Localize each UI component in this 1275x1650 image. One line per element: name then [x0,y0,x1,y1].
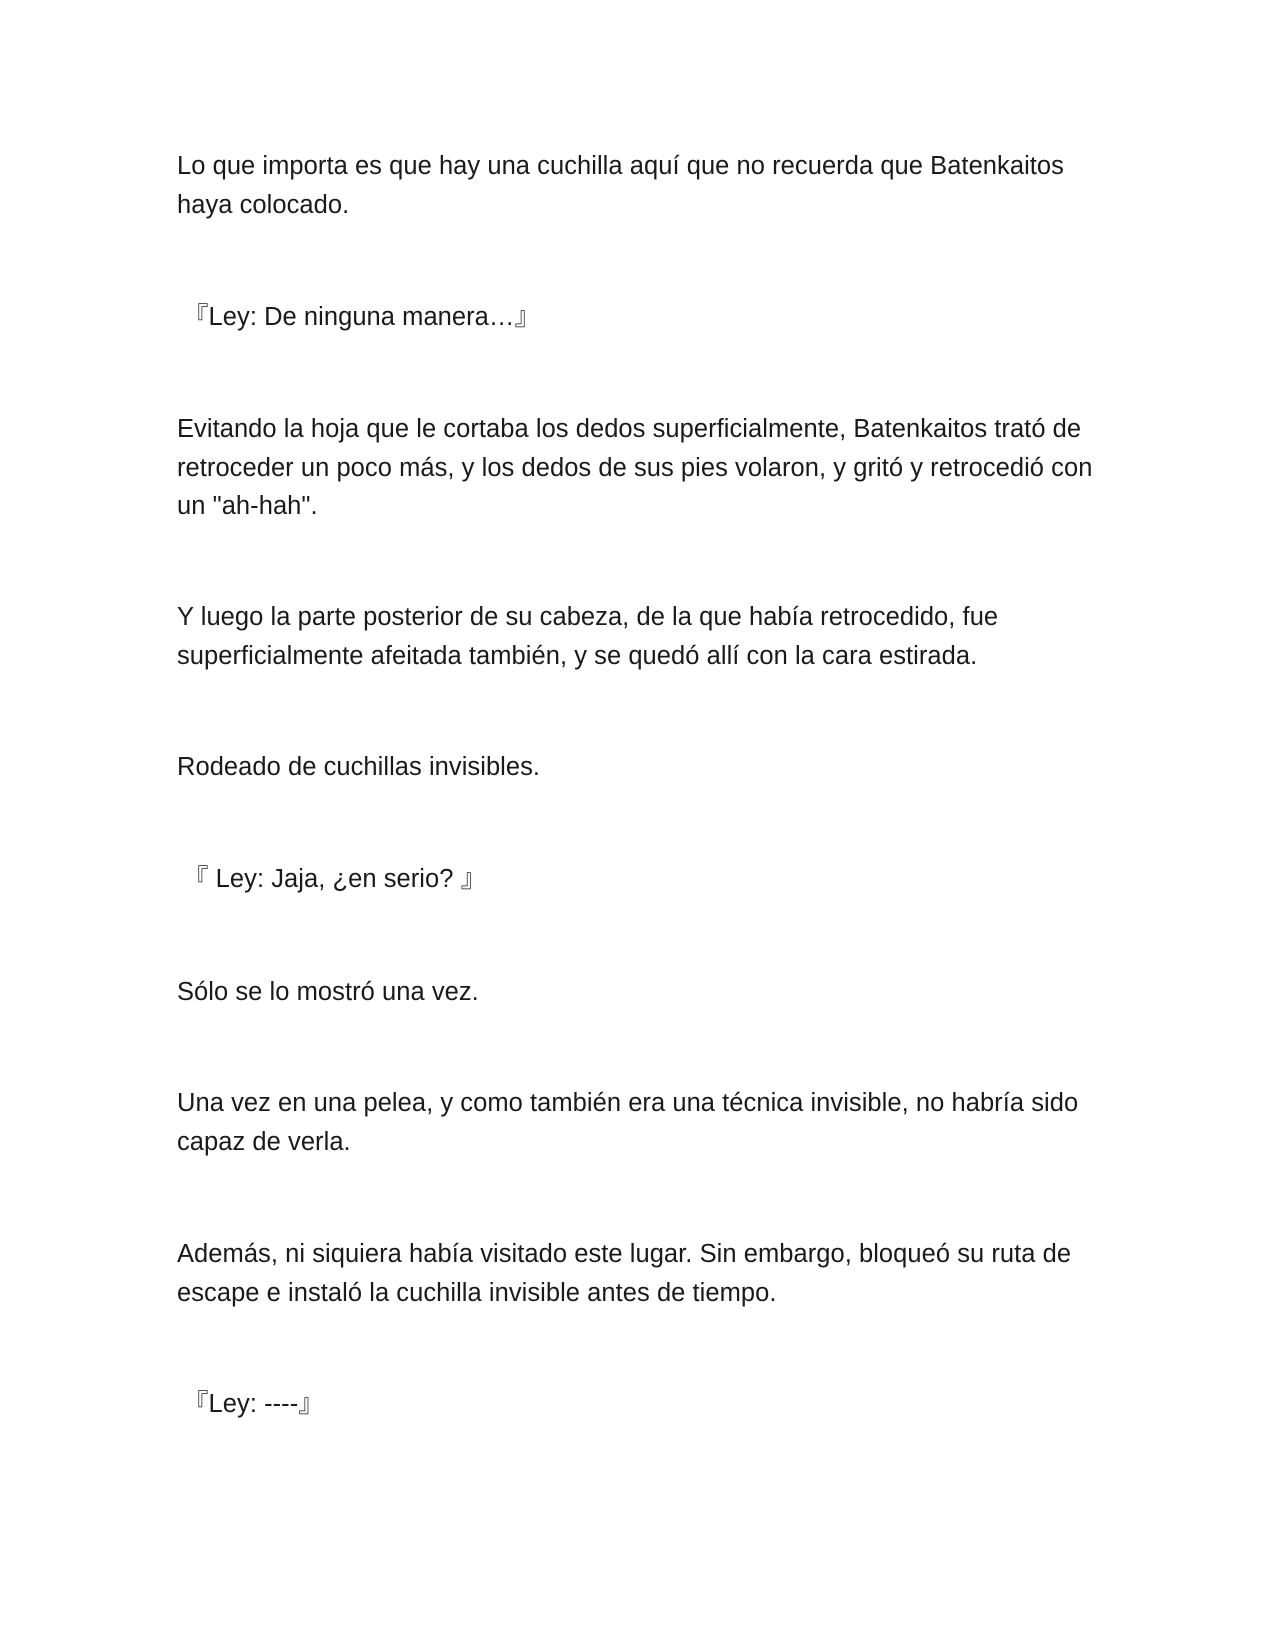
paragraph: Evitando la hoja que le cortaba los dedos superficialmente, Batenkaitos trató de retroceder un poco más, y los dedos de sus pies volaron, y gritó y retrocedió con un "ah-hah". [177,415,1093,520]
paragraph: Sólo se lo mostró una vez. [177,978,479,1006]
paragraph: Lo que importa es que hay una cuchilla aquí que no recuerda que Batenkaitos haya colocado. [177,152,1064,219]
dialogue-line: 『Ley: De ninguna manera…』 [183,303,541,331]
paragraph: Una vez en una pelea, y como también era una técnica invisible, no habría sido capaz de verla. [177,1089,1079,1156]
paragraph: Además, ni siquiera había visitado este lugar. Sin embargo, bloqueó su ruta de escape e instaló la cuchilla invisible antes de tiempo. [177,1240,1072,1307]
paragraph: Y luego la parte posterior de su cabeza, de la que había retrocedido, fue superficialmente afeitada también, y se quedó allí con la cara estirada. [177,603,999,670]
dialogue-line: 『Ley: ----』 [183,1390,324,1418]
dialogue-line: 『 Ley: Jaja, ¿en serio? 』 [183,865,487,893]
paragraph: Rodeado de cuchillas invisibles. [177,753,541,781]
